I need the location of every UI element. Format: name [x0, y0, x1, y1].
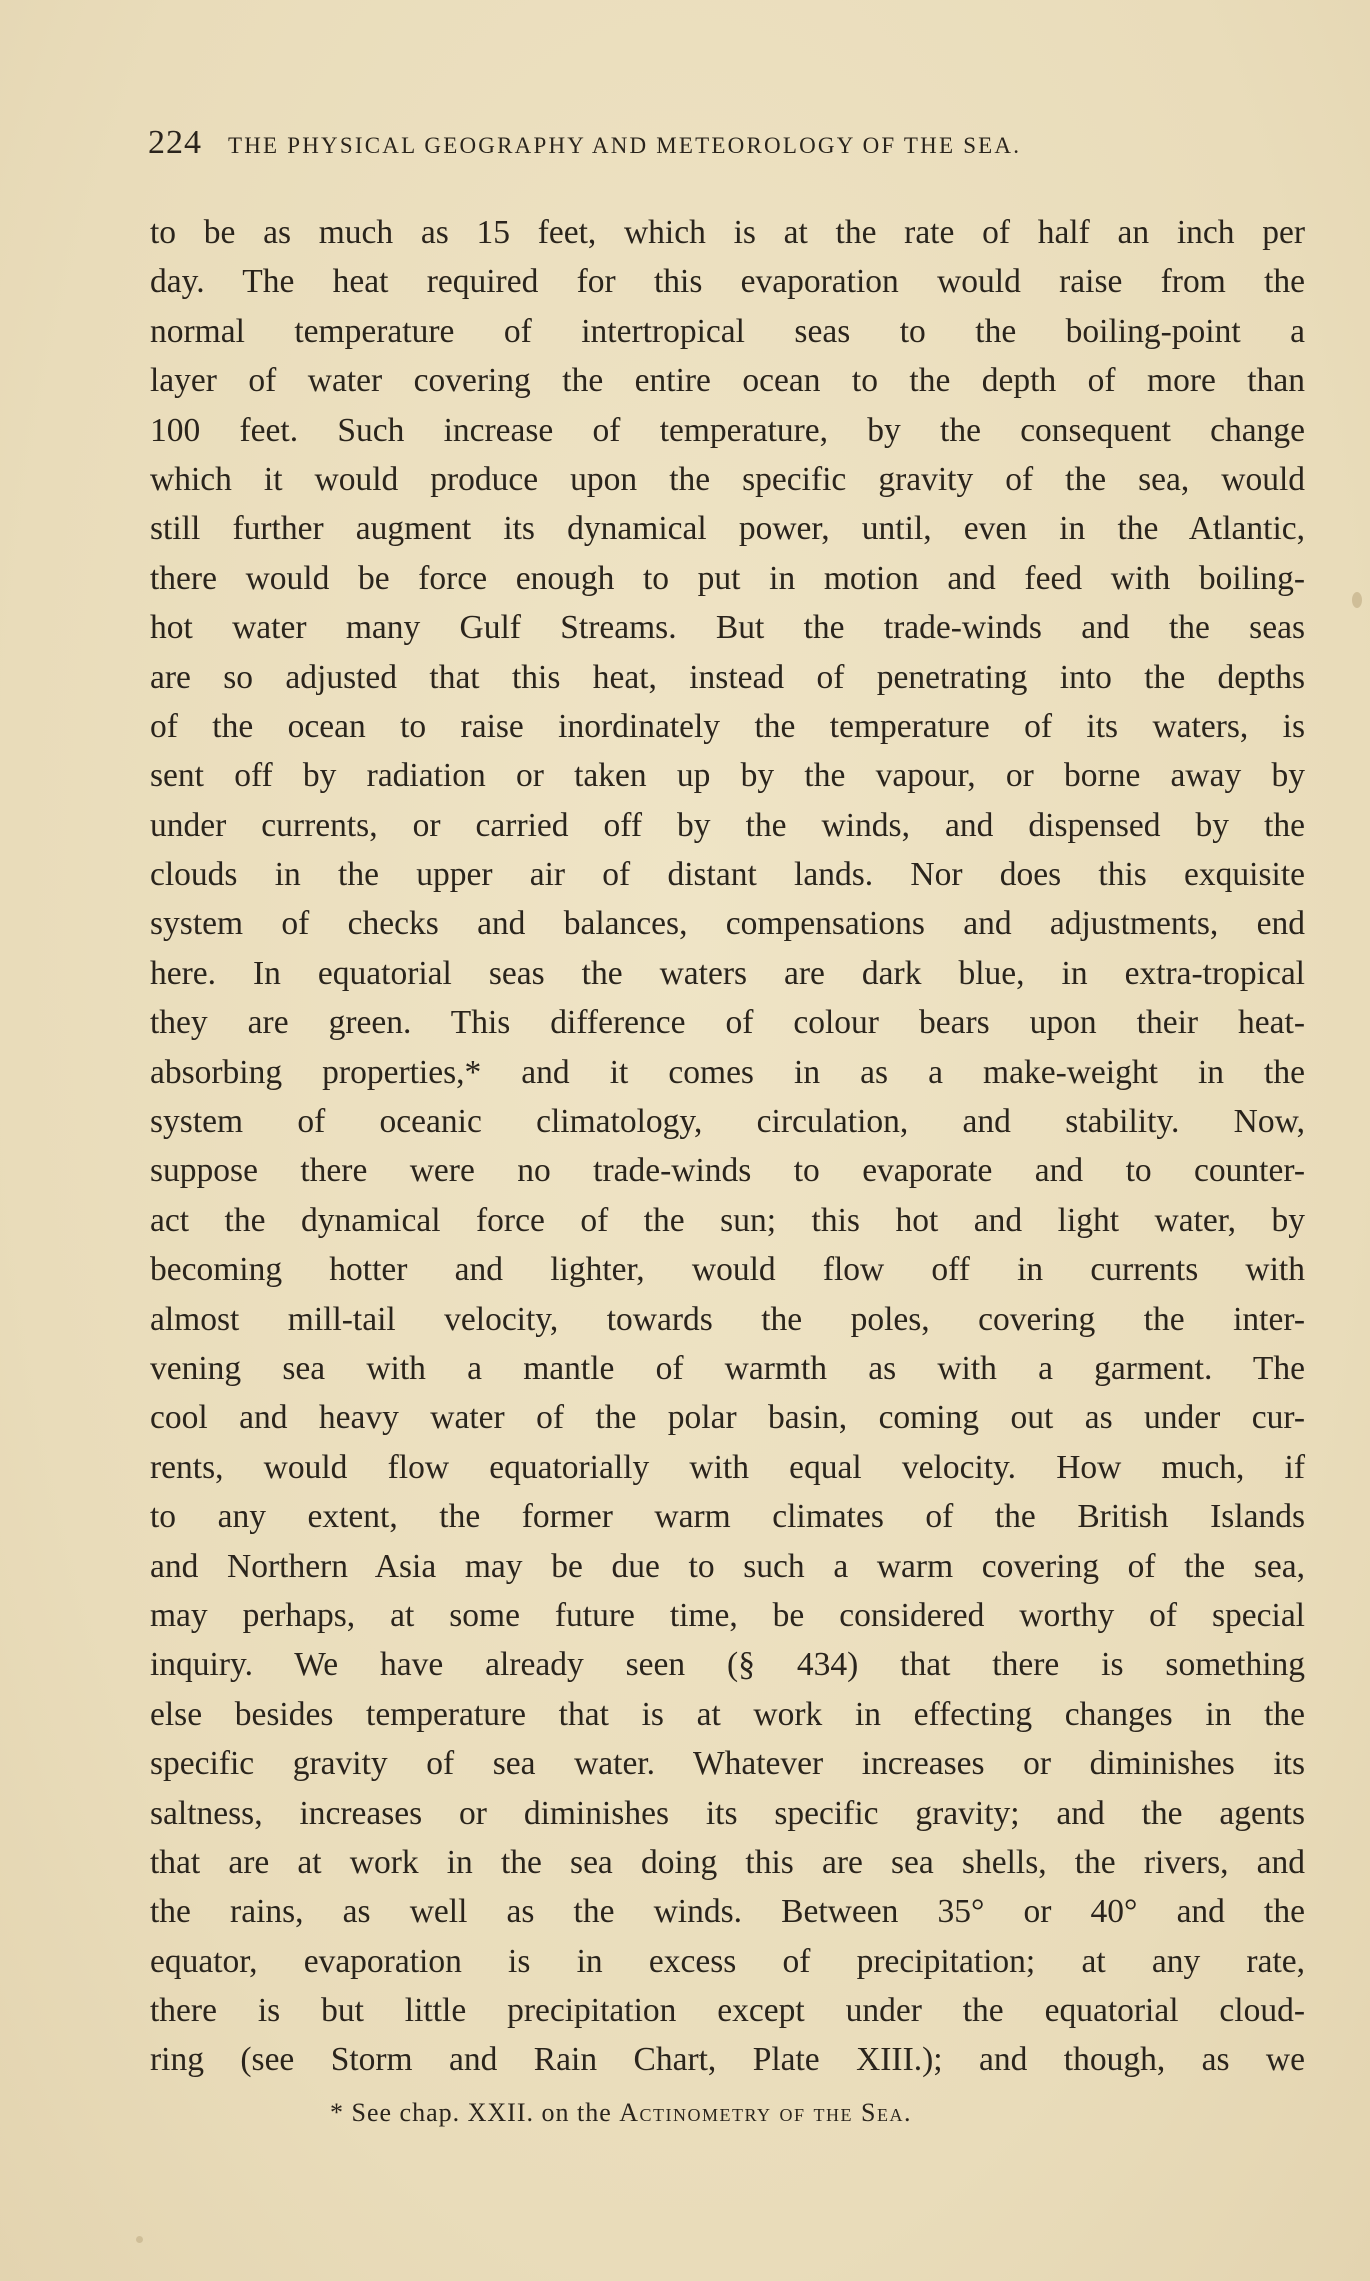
footnote [330, 2098, 1230, 2128]
footnote-title: Actinometry of the Sea. [619, 2098, 912, 2127]
text-line: clouds in the upper air of distant lands. Nor does this exquisite [150, 856, 1305, 894]
text-line: day. The heat required for this evaporation would raise from the [150, 263, 1305, 301]
text-line: inquiry. We have already seen (§ 434) that there is something [150, 1646, 1305, 1684]
text-line: may perhaps, at some future time, be considered worthy of special [150, 1596, 1305, 1634]
text-line: under currents, or carried off by the winds, and dispensed by the [150, 806, 1305, 844]
text-line: specific gravity of sea water. Whatever increases or diminishes its [150, 1745, 1305, 1783]
text-line: which it would produce upon the specific gravity of the sea, would [150, 460, 1305, 498]
running-head: THE PHYSICAL GEOGRAPHY AND METEOROLOGY OF THE SEA. [228, 133, 1022, 158]
footnote-text: See chap. XXII. on the [351, 2098, 612, 2127]
text-line: that are at work in the sea doing this are sea shells, the rivers, and [150, 1843, 1305, 1881]
text-line: the rains, as well as the winds. Between 35° or 40° and the [150, 1893, 1305, 1931]
paper-speck [1352, 592, 1362, 608]
text-line: becoming hotter and lighter, would flow off in currents with [150, 1251, 1305, 1289]
text-line: here. In equatorial seas the waters are dark blue, in extra-tropical [150, 954, 1305, 992]
text-line: cool and heavy water of the polar basin, coming out as under cur- [150, 1399, 1305, 1437]
text-line: rents, would flow equatorially with equal velocity. How much, if [150, 1448, 1305, 1486]
text-line: normal temperature of intertropical seas to the boiling-point a [150, 312, 1305, 350]
text-line: they are green. This difference of colour bears upon their heat- [150, 1004, 1305, 1042]
text-line: else besides temperature that is at work in effecting changes in the [150, 1695, 1305, 1733]
text-line: sent off by radiation or taken up by the vapour, or borne away by [150, 757, 1305, 795]
body-text [150, 208, 1305, 2085]
text-line: and Northern Asia may be due to such a warm covering of the sea, [150, 1547, 1305, 1585]
text-line: saltness, increases or diminishes its specific gravity; and the agents [150, 1794, 1305, 1832]
text-line: are so adjusted that this heat, instead of penetrating into the depths [150, 658, 1305, 696]
text-line: almost mill-tail velocity, towards the poles, covering the inter- [150, 1300, 1305, 1338]
text-line: of the ocean to raise inordinately the temperature of its waters, is [150, 707, 1305, 745]
text-line: suppose there were no trade-winds to evaporate and to counter- [150, 1152, 1305, 1190]
page-number: 224 [148, 124, 202, 161]
paper-speck [136, 2236, 143, 2243]
text-line: act the dynamical force of the sun; this hot and light water, by [150, 1201, 1305, 1239]
text-line: to any extent, the former warm climates of the British Islands [150, 1498, 1305, 1536]
text-line: absorbing properties,* and it comes in as a make-weight in the [150, 1053, 1305, 1091]
text-line: there would be force enough to put in motion and feed with boiling- [150, 559, 1305, 597]
text-line: system of oceanic climatology, circulation, and stability. Now, [150, 1103, 1305, 1141]
text-line: ring (see Storm and Rain Chart, Plate XIII.); and though, as we [150, 2041, 1305, 2079]
text-line: vening sea with a mantle of warmth as with a garment. The [150, 1349, 1305, 1387]
text-line: to be as much as 15 feet, which is at the rate of half an inch per [150, 214, 1305, 251]
text-line: still further augment its dynamical power, until, even in the Atlantic, [150, 510, 1305, 548]
text-line: layer of water covering the entire ocean to the depth of more than [150, 362, 1305, 400]
text-line: system of checks and balances, compensations and adjustments, end [150, 905, 1305, 943]
text-line: there is but little precipitation except under the equatorial cloud- [150, 1992, 1305, 2030]
page-header [148, 124, 1248, 164]
text-line: hot water many Gulf Streams. But the trade-winds and the seas [150, 609, 1305, 647]
footnote-marker: * [330, 2098, 344, 2127]
text-line: 100 feet. Such increase of temperature, by the consequent change [150, 411, 1305, 449]
text-line: equator, evaporation is in excess of precipitation; at any rate, [150, 1942, 1305, 1980]
